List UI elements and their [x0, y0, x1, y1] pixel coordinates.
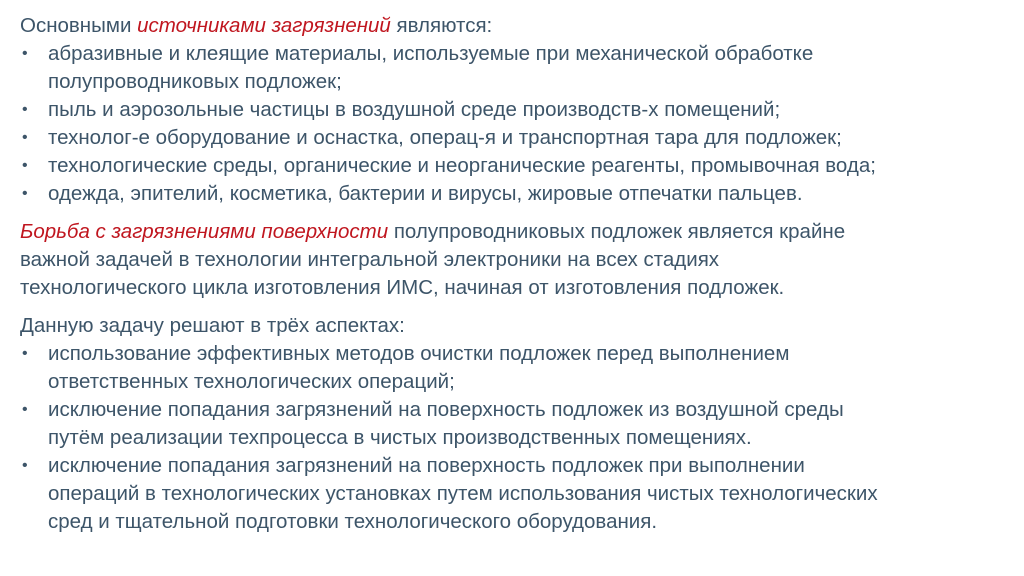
list-item-line: использование эффективных методов очистки подложек перед выполнением	[48, 342, 790, 365]
bullet-icon: •	[22, 157, 28, 174]
bullet-icon: •	[22, 401, 28, 418]
bullet-icon: •	[22, 185, 28, 202]
cleaning-line: технологического цикла изготовления ИМС, начиная от изготовления подложек.	[20, 276, 785, 299]
sources-intro-rest: являются:	[390, 14, 493, 37]
cleaning-highlight: Борьба с загрязнениями поверхности	[20, 220, 389, 243]
sources-list	[20, 40, 1016, 208]
list-item	[20, 152, 1016, 180]
aspects-intro: Данную задачу решают в трёх аспектах:	[20, 314, 405, 337]
list-item-line: ответственных технологических операций;	[48, 370, 455, 393]
list-item	[20, 96, 1016, 124]
list-item-line: операций в технологических установках путем использования чистых технологических	[48, 482, 878, 505]
list-item	[20, 396, 1016, 452]
list-item-line: технологические среды, органические и неорганические реагенты, промывочная вода;	[48, 154, 876, 177]
list-item-line: исключение попадания загрязнений на поверхность подложек при выполнении	[48, 454, 805, 477]
sources-intro-plain: Основными	[20, 14, 138, 37]
bullet-icon: •	[22, 457, 28, 474]
cleaning-line: важной задачей в технологии интегральной электроники на всех стадиях	[20, 248, 720, 271]
list-item	[20, 124, 1016, 152]
sources-intro-highlight: источниками загрязнений	[137, 14, 391, 37]
cleaning-line-rest: полупроводниковых подложек является крайне	[388, 220, 846, 243]
list-item-line: технолог-е оборудование и оснастка, операц-я и транспортная тара для подложек;	[48, 126, 842, 149]
list-item	[20, 340, 1016, 396]
list-item-line: путём реализации техпроцесса в чистых производственных помещениях.	[48, 426, 752, 449]
list-item-line: полупроводниковых подложек;	[48, 70, 342, 93]
list-item-line: сред и тщательной подготовки технологического оборудования.	[48, 510, 658, 533]
bullet-icon: •	[22, 45, 28, 62]
bullet-icon: •	[22, 129, 28, 146]
list-item	[20, 452, 1016, 536]
cleaning-line	[20, 218, 1016, 246]
slide-content	[20, 12, 1016, 536]
aspects-list	[20, 340, 1016, 536]
bullet-icon: •	[22, 101, 28, 118]
list-item	[20, 40, 1016, 96]
sources-intro	[20, 12, 1016, 40]
list-item-line: одежда, эпителий, косметика, бактерии и вирусы, жировые отпечатки пальцев.	[48, 182, 803, 205]
list-item-line: абразивные и клеящие материалы, используемые при механической обработке	[48, 42, 814, 65]
list-item-line: исключение попадания загрязнений на поверхность подложек из воздушной среды	[48, 398, 844, 421]
cleaning-paragraph	[20, 218, 1016, 302]
list-item-line: пыль и аэрозольные частицы в воздушной среде производств-х помещений;	[48, 98, 781, 121]
bullet-icon: •	[22, 345, 28, 362]
list-item	[20, 180, 1016, 208]
